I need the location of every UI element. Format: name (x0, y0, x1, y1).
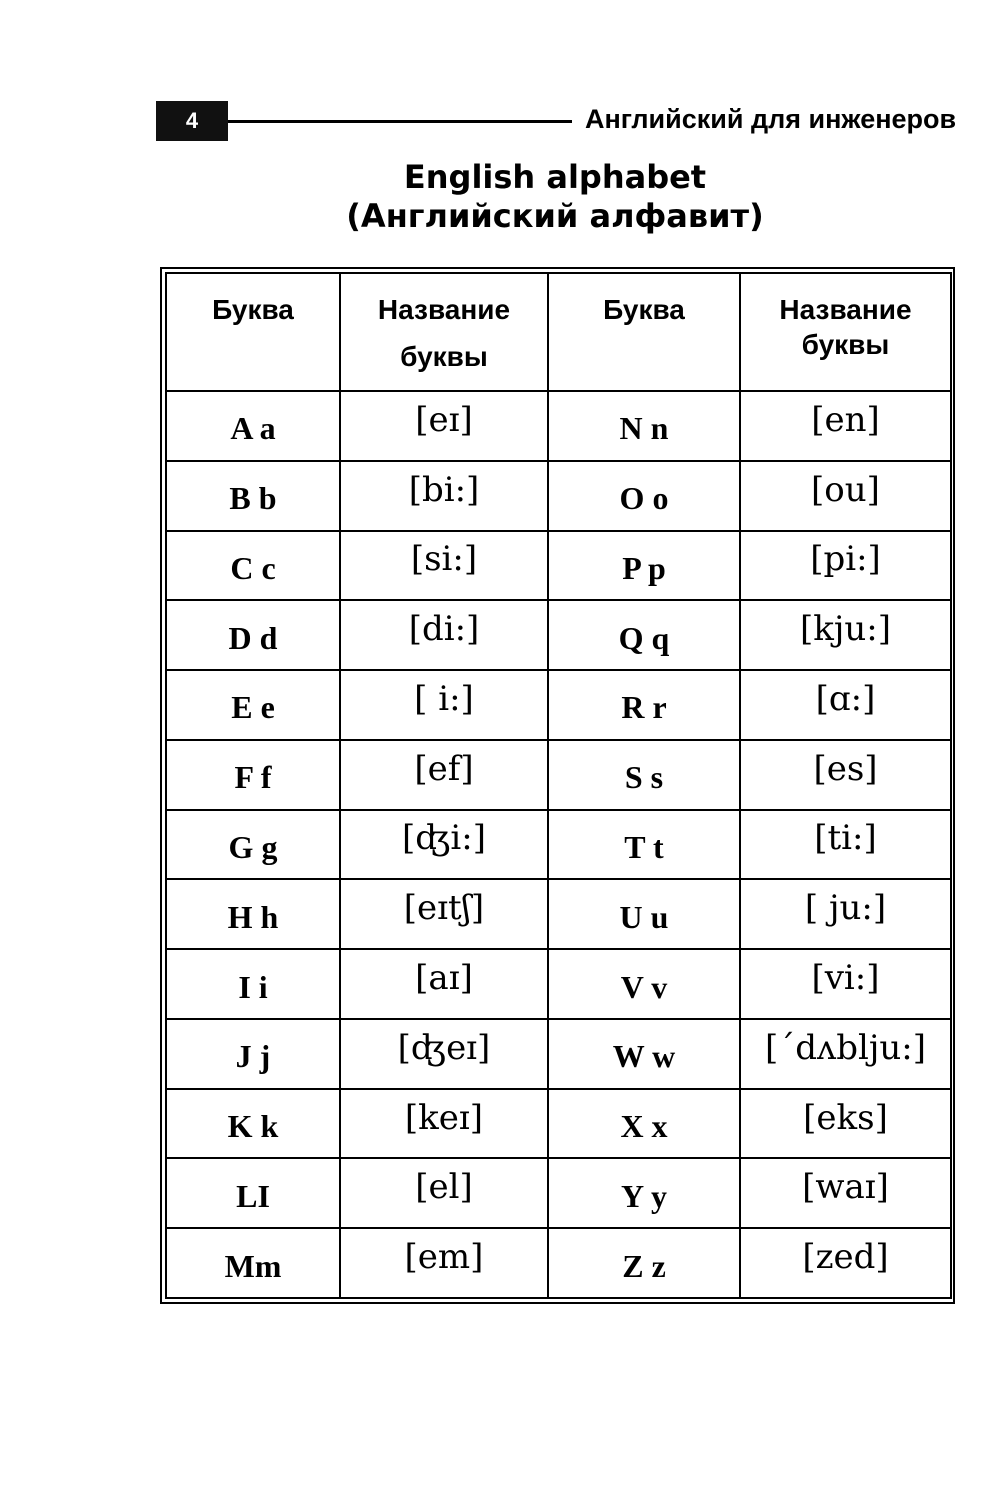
letter-name-cell-text: [ou] (811, 469, 880, 510)
letter-cell (166, 1089, 340, 1159)
letter-cell-text: U u (619, 898, 669, 935)
header-rule (228, 120, 572, 123)
letter-name-cell-text: [keɪ] (404, 1097, 484, 1138)
letter-name-cell (340, 391, 548, 461)
letter-cell (548, 1228, 740, 1298)
letter-cell-text: A a (230, 410, 276, 447)
letter-cell-text: O o (619, 480, 669, 517)
letter-name-cell (740, 1089, 951, 1159)
letter-cell (166, 670, 340, 740)
letter-cell-text: B b (229, 480, 277, 517)
letter-cell-text: S s (624, 759, 664, 796)
letter-cell-text: G g (228, 828, 278, 865)
letter-cell-text: D d (228, 619, 278, 656)
letter-cell-text: P p (622, 549, 666, 586)
letter-name-cell (740, 391, 951, 461)
letter-cell (548, 1019, 740, 1089)
letter-name-cell (740, 531, 951, 601)
letter-name-cell-text: [ i:] (414, 678, 474, 719)
running-title: Английский для инженеров (585, 104, 957, 134)
letter-cell (548, 670, 740, 740)
column-header-name-2 (740, 273, 951, 391)
letter-name-cell (740, 810, 951, 880)
table-row (166, 949, 951, 1019)
letter-name-cell-text: [waɪ] (802, 1167, 889, 1208)
letter-name-cell (340, 949, 548, 1019)
letter-cell-text: Y y (621, 1177, 667, 1214)
letter-cell (166, 949, 340, 1019)
letter-name-cell (340, 810, 548, 880)
letter-name-cell-text: [en] (811, 399, 880, 440)
letter-cell (548, 879, 740, 949)
letter-name-cell-text: [ʤeɪ] (397, 1027, 491, 1068)
letter-cell (548, 740, 740, 810)
table-row (166, 740, 951, 810)
letter-name-cell-text: [di:] (408, 609, 480, 650)
letter-name-cell-text: [ ju:] (804, 888, 887, 929)
letter-name-cell (340, 531, 548, 601)
letter-cell (548, 810, 740, 880)
letter-name-cell-text: [eɪtʃ] (403, 888, 485, 929)
letter-name-cell-text: [zed] (802, 1237, 889, 1278)
table-row (166, 879, 951, 949)
letter-cell (548, 531, 740, 601)
letter-cell (166, 1228, 340, 1298)
letter-name-cell-text: [bi:] (408, 469, 480, 510)
table-row (166, 1089, 951, 1159)
letter-name-cell (340, 670, 548, 740)
letter-name-cell-text: [ef] (414, 748, 474, 789)
letter-name-cell-text: [em] (404, 1237, 484, 1278)
letter-name-cell-text: [es] (813, 748, 878, 789)
letter-cell (548, 949, 740, 1019)
column-header-name-2-line1: Название (779, 294, 912, 325)
letter-cell (166, 1019, 340, 1089)
table-row (166, 1228, 951, 1298)
letter-cell-text: R r (621, 689, 667, 726)
letter-name-cell (340, 461, 548, 531)
letter-name-cell (740, 949, 951, 1019)
page-title: English alphabet (403, 158, 707, 196)
letter-cell (166, 600, 340, 670)
letter-cell-text: Q q (618, 619, 670, 656)
letter-cell (166, 391, 340, 461)
letter-cell-text: N n (619, 410, 669, 447)
letter-name-cell-text: [vi:] (811, 958, 880, 998)
table-row (166, 670, 951, 740)
letter-cell-text: V v (620, 968, 668, 1005)
column-header-name-1 (340, 273, 548, 391)
letter-cell (548, 461, 740, 531)
table-row (166, 810, 951, 880)
letter-cell-text: C c (230, 549, 276, 586)
letter-name-cell (740, 1228, 951, 1298)
table-header-row (166, 273, 951, 391)
letter-name-cell-text: [si:] (410, 539, 478, 580)
column-header-letter-2: Буква (548, 273, 740, 391)
letter-cell-text: Z z (622, 1247, 666, 1284)
letter-cell (166, 810, 340, 880)
page-subtitle: (Английский алфавит) (346, 197, 764, 235)
column-header-name-2-line2: буквы (801, 329, 890, 360)
letter-name-cell-text: [eɪ] (415, 399, 473, 440)
letter-cell (548, 391, 740, 461)
letter-name-cell-text: [pi:] (810, 539, 881, 580)
letter-cell (548, 1158, 740, 1228)
column-header-letter-1: Буква (166, 273, 340, 391)
page-number: 4 (156, 101, 228, 141)
column-header-name-1-line2: буквы (400, 341, 488, 372)
table-row (166, 461, 951, 531)
letter-name-cell (740, 670, 951, 740)
letter-cell-text: W w (612, 1038, 676, 1075)
letter-cell-text: LI (236, 1177, 270, 1214)
letter-name-cell-text: [ti:] (814, 818, 877, 859)
letter-name-cell (340, 1089, 548, 1159)
letter-name-cell-text: [aɪ] (415, 958, 473, 998)
letter-name-cell (340, 1228, 548, 1298)
letter-name-cell (340, 1158, 548, 1228)
letter-cell-text: H h (227, 898, 279, 935)
letter-name-cell (740, 740, 951, 810)
table-row (166, 531, 951, 601)
letter-cell (548, 600, 740, 670)
letter-name-cell (740, 1019, 951, 1089)
column-header-name-1-line1: Название (377, 294, 511, 325)
letter-name-cell (340, 879, 548, 949)
letter-name-cell-text: [el] (415, 1167, 473, 1208)
letter-cell (166, 531, 340, 601)
letter-name-cell (740, 1158, 951, 1228)
letter-name-cell-text: [ˊdʌblju:] (764, 1027, 927, 1068)
letter-name-cell (740, 600, 951, 670)
alphabet-table-frame (160, 267, 955, 1304)
letter-name-cell (740, 879, 951, 949)
letter-name-cell-text: [ʤi:] (402, 818, 486, 859)
table-row (166, 1158, 951, 1228)
letter-name-cell (340, 740, 548, 810)
letter-name-cell (740, 461, 951, 531)
letter-cell-text: I i (238, 968, 268, 1005)
letter-cell (548, 1089, 740, 1159)
table-row (166, 1019, 951, 1089)
letter-name-cell (340, 1019, 548, 1089)
letter-name-cell-text: [eks] (803, 1097, 888, 1138)
letter-name-cell-text: [kju:] (799, 609, 892, 650)
letter-name-cell-text: [ɑ:] (815, 678, 876, 719)
letter-cell-text: F f (234, 759, 272, 796)
table-row (166, 391, 951, 461)
table-row (166, 600, 951, 670)
letter-name-cell (340, 600, 548, 670)
letter-cell (166, 1158, 340, 1228)
letter-cell-text: E e (231, 689, 275, 726)
alphabet-table (165, 272, 952, 1299)
letter-cell-text: J j (235, 1038, 271, 1075)
letter-cell-text: K k (227, 1108, 279, 1145)
letter-cell-text: Mm (224, 1247, 282, 1284)
letter-cell-text: X x (620, 1108, 668, 1145)
letter-cell (166, 461, 340, 531)
letter-cell (166, 740, 340, 810)
letter-cell-text: T t (624, 828, 664, 865)
letter-cell (166, 879, 340, 949)
